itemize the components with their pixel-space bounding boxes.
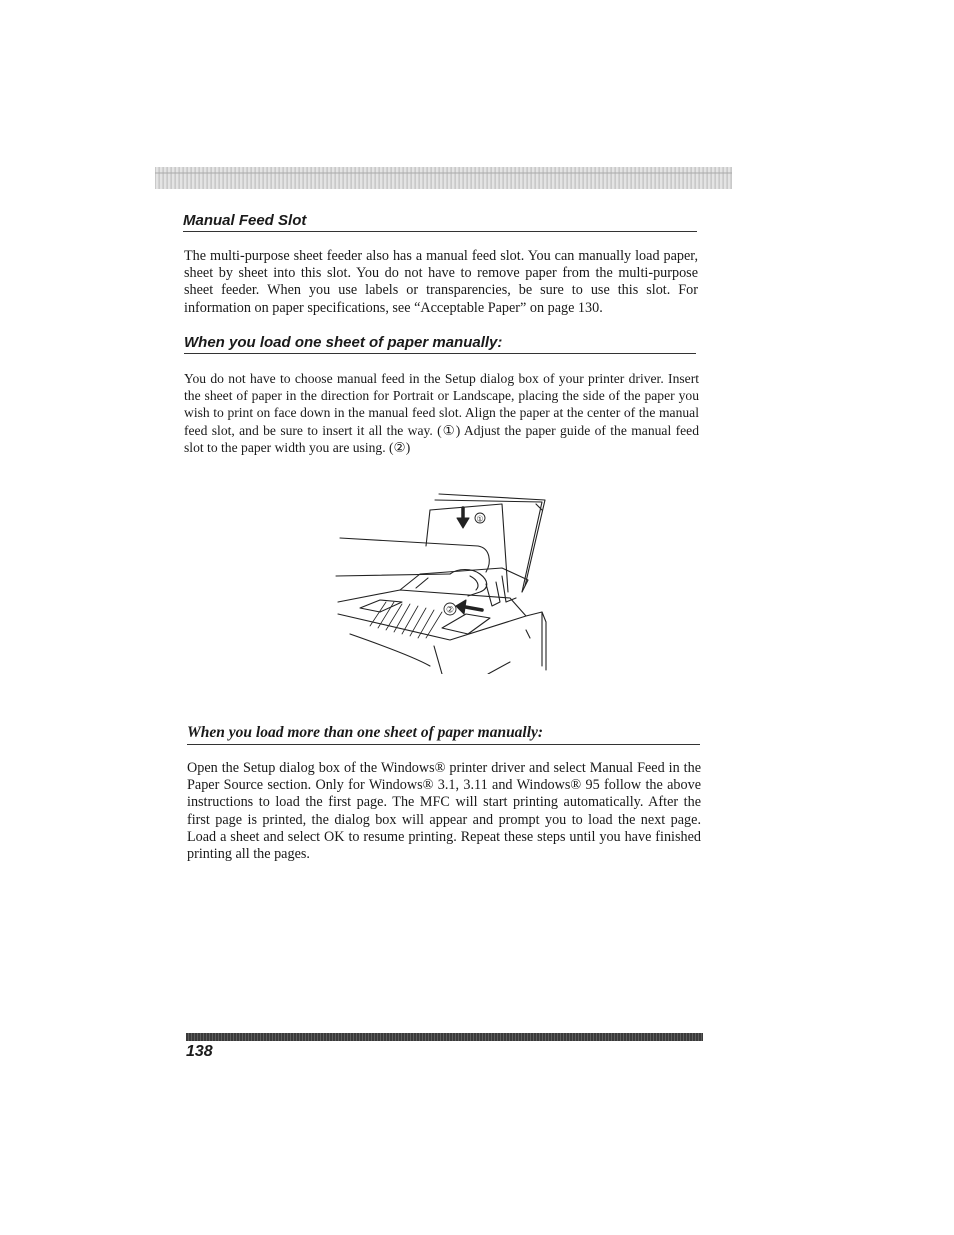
figure-marker-2: ② [445, 605, 455, 616]
figure-marker-1: ① [476, 514, 484, 524]
manual-feed-illustration [330, 488, 552, 674]
section-body-load-one-sheet: You do not have to choose manual feed in the Setup dialog box of your printer driver. Insert the sheet of paper in the direction for Portrait or Landscape, placing the side of the paper you wish to print on face down in the manual feed slot. Align the paper at the center of the manual feed slot, and be sure to insert it all the way. (①) Adjust the paper guide of the manual feed slot to the paper width you are using. (②) [184, 371, 699, 455]
page-number: 138 [186, 1043, 213, 1060]
section-heading-manual-feed-slot: Manual Feed Slot [183, 212, 697, 232]
header-decorative-band [155, 167, 732, 189]
section-heading-load-one-sheet: When you load one sheet of paper manually: [184, 334, 696, 354]
footer-decorative-band [186, 1033, 703, 1041]
section-body-load-multiple-sheets: Open the Setup dialog box of the Windows® printer driver and select Manual Feed in the Paper Source section. Only for Windows® 3.1, 3.11 and Windows® 95 follow the above instructions to load the first page. The MFC will start printing automatically. After the first page is printed, the dialog box will appear and prompt you to load the next page. Load a sheet and select OK to resume printing. Repeat these steps until you have finished printing all the pages. [187, 760, 701, 863]
section-heading-load-multiple-sheets: When you load more than one sheet of paper manually: [187, 724, 700, 745]
section-body-manual-feed-slot: The multi-purpose sheet feeder also has a manual feed slot. You can manually load paper, sheet by sheet into this slot. You do not have to remove paper from the multi-purpose sheet feeder. When you use labels or transparencies, be sure to use this slot. For information on paper specifications, see “Acceptable Paper” on page 130. [184, 248, 698, 316]
